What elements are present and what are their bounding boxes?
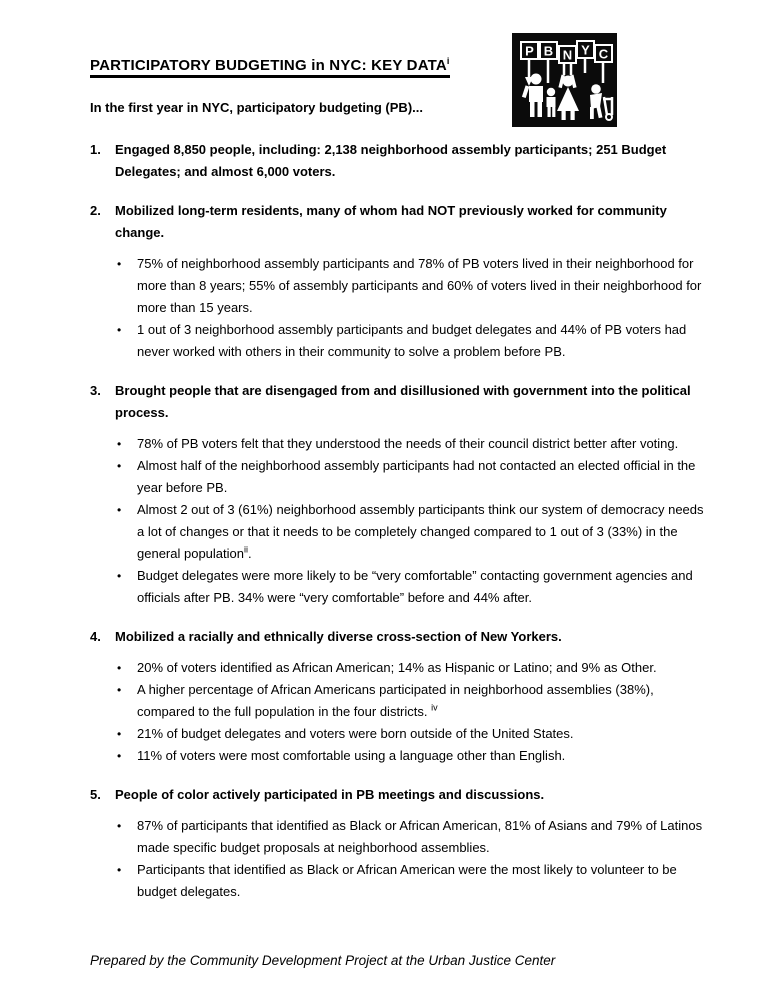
logo-letter-c: C — [598, 46, 609, 62]
bullet-item — [90, 319, 710, 363]
bullet-marker-icon: • — [117, 323, 122, 337]
bullet-marker-icon: • — [117, 569, 122, 583]
item-heading-text: Brought people that are disengaged from and disillusioned with government into the political process. — [115, 383, 691, 420]
item-number: 4. — [90, 629, 101, 644]
bullet-item — [90, 455, 710, 499]
bullet-item — [90, 499, 710, 565]
item-number: 2. — [90, 203, 101, 218]
bullet-item — [90, 723, 710, 745]
item-number: 1. — [90, 142, 101, 157]
footnote-ref: iv — [431, 702, 438, 713]
bullet-item — [90, 657, 710, 679]
bullet-text: Almost half of the neighborhood assembly participants had not contacted an elected official in the year before PB. — [137, 458, 696, 495]
item-heading-text: Engaged 8,850 people, including: 2,138 neighborhood assembly participants; 251 Budget Delegates; and almost 6,000 voters. — [115, 142, 667, 179]
item-heading-row — [90, 626, 710, 648]
bullet-text: 87% of participants that identified as Black or African American, 81% of Asians and 79% of Latinos made specific budget proposals at neighborhood assemblies. — [137, 818, 703, 855]
bullet-item — [90, 253, 710, 319]
bullet-text: 11% of voters were most comfortable using a language other than English. — [137, 748, 566, 763]
bullet-marker-icon: • — [117, 437, 122, 451]
footnote-ref: ii — [243, 544, 248, 555]
pbnyc-logo — [512, 33, 617, 127]
item-heading-text: Mobilized a racially and ethnically diverse cross-section of New Yorkers. — [115, 629, 562, 644]
logo-letter-p: P — [525, 43, 534, 59]
bullet-marker-icon: • — [117, 683, 122, 697]
bullet-text: Budget delegates were more likely to be “very comfortable” contacting government agencies and officials after PB. 34% were “very comfortable” before and 44% after. — [137, 568, 693, 605]
bullet-item — [90, 679, 710, 723]
bullet-marker-icon: • — [117, 459, 122, 473]
item-heading-row — [90, 784, 710, 806]
bullet-list — [90, 657, 710, 767]
logo-letter-n: N — [562, 47, 573, 63]
items-list — [90, 139, 710, 903]
numbered-item — [90, 784, 710, 903]
item-number: 3. — [90, 383, 101, 398]
bullet-item — [90, 815, 710, 859]
bullet-list — [90, 815, 710, 903]
bullet-item — [90, 433, 710, 455]
bullet-text: 75% of neighborhood assembly participants and 78% of PB voters lived in their neighborhood for more than 8 years; 55% of assembly participants and 60% of voters lived in their neighborhood for more than 15 years. — [137, 256, 702, 315]
bullet-text: 20% of voters identified as African American; 14% as Hispanic or Latino; and 9% as Other. — [137, 660, 657, 675]
bullet-text: Almost 2 out of 3 (61%) neighborhood assembly participants think our system of democracy needs a lot of changes or that it needs to be completely changed compared to 1 out of 3 (33%) in the general population$^{ii}$. — [137, 502, 704, 561]
bullet-text: 1 out of 3 neighborhood assembly participants and budget delegates and 44% of PB voters had never worked with others in their community to solve a problem before PB. — [137, 322, 687, 359]
logo-letter-y: Y — [581, 42, 590, 58]
bullet-list — [90, 433, 710, 609]
bullet-marker-icon: • — [117, 819, 122, 833]
item-heading-row — [90, 139, 710, 183]
page-title — [90, 57, 710, 74]
numbered-item — [90, 139, 710, 183]
bullet-text: Participants that identified as Black or African American were the most likely to volunteer to be budget delegates. — [137, 862, 677, 899]
intro-line: In the first year in NYC, participatory budgeting (PB)... — [90, 100, 423, 115]
page-title-text: PARTICIPATORY BUDGETING in NYC: KEY DATA — [90, 57, 447, 74]
bullet-item — [90, 745, 710, 767]
bullet-marker-icon: • — [117, 749, 122, 763]
bullet-text: A higher percentage of African Americans participated in neighborhood assemblies (38%), compared to the full population in the four districts. $^{iv}$ — [137, 682, 654, 719]
numbered-item — [90, 626, 710, 767]
item-heading-text: People of color actively participated in PB meetings and discussions. — [115, 787, 545, 802]
bullet-item — [90, 859, 710, 903]
bullet-marker-icon: • — [117, 661, 122, 675]
item-heading-text: Mobilized long-term residents, many of whom had NOT previously worked for community change. — [115, 203, 667, 240]
pbnyc-logo-image — [512, 33, 617, 127]
item-number: 5. — [90, 787, 101, 802]
bullet-item — [90, 565, 710, 609]
numbered-item — [90, 200, 710, 363]
bullet-marker-icon: • — [117, 727, 122, 741]
title-footnote-ref: i — [446, 56, 450, 66]
numbered-item — [90, 380, 710, 609]
item-heading-row — [90, 200, 710, 244]
bullet-marker-icon: • — [117, 257, 122, 271]
footer-credit: Prepared by the Community Development Project at the Urban Justice Center — [90, 953, 556, 968]
bullet-text: 21% of budget delegates and voters were born outside of the United States. — [137, 726, 574, 741]
logo-letter-b: B — [543, 43, 554, 59]
bullet-list — [90, 253, 710, 363]
bullet-marker-icon: • — [117, 503, 122, 517]
bullet-text: 78% of PB voters felt that they understood the needs of their council district better after voting. — [137, 436, 679, 451]
item-heading-row — [90, 380, 710, 424]
bullet-marker-icon: • — [117, 863, 122, 877]
